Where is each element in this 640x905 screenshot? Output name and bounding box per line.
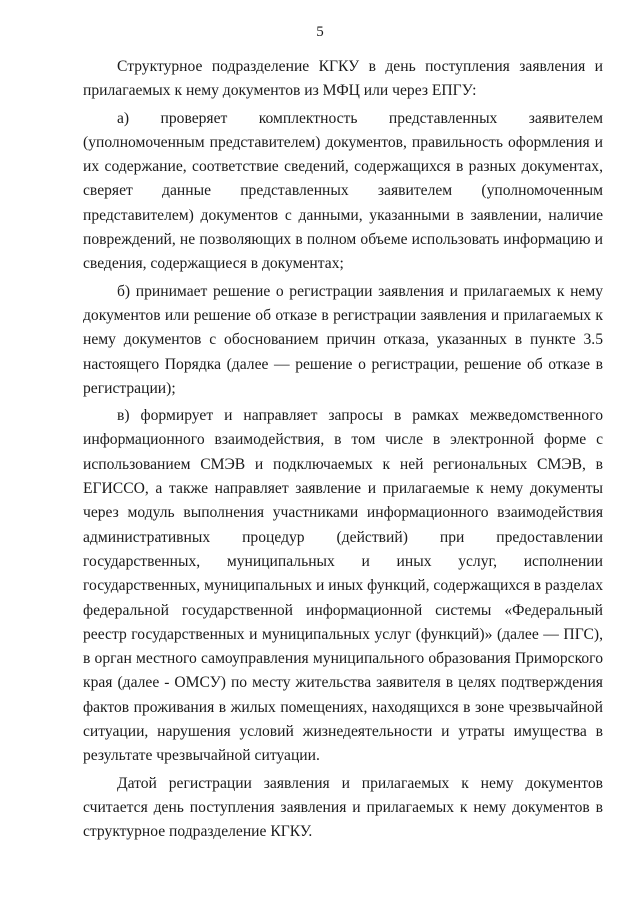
paragraph-registration-date: Датой регистрации заявления и прилагаемых к нему документов считается день поступления заявления и прилагаемых к нему документов в структурное подразделение КГКУ. xyxy=(83,774,603,841)
document-body xyxy=(83,55,603,845)
paragraph-item-b: б) принимает решение о регистрации заявления и прилагаемых к нему документов или решение об отказе в регистрации заявления и прилагаемых к нему документов с обоснованием причин отказа, указанных в пункте 3.5 настоящего Порядка (далее — решение о регистрации, решение об отказе в регистрации); xyxy=(83,282,603,397)
paragraph-item-v: в) формирует и направляет запросы в рамках межведомственного информационного взаимодействия, в том числе в электронной форме с использованием СМЭВ и подключаемых к ней региональных СМЭВ, в ЕГИССО, а также направляет заявление и прилагаемые к нему документы через модуль выполнения участниками информационного взаимодействия административных процедур (действий) при предоставлении государственных, муниципальных и иных услуг, исполнении государственных, муниципальных и иных функций, содержащихся в разделах федеральной государственной информационной системы «Федеральный реестр государственных и муниципальных услуг (функций)» (далее — ПГС), в орган местного самоуправления муниципального образования Приморского края (далее - ОМСУ) по месту жительства заявителя в целях подтверждения фактов проживания в жилых помещениях, находящихся в зоне чрезвычайной ситуации, нарушения условий жизнедеятельности и утраты имущества в результате чрезвычайной ситуации. xyxy=(83,407,603,765)
paragraph-item-a: а) проверяет комплектность представленных заявителем (уполномоченным представителем) документов, правильность оформления и их содержание, соответствие сведений, содержащихся в разных документах, сверяет данные представленных заявителем (уполномоченным представителем) документов с данными, указанными в заявлении, наличие повреждений, не позволяющих в полном объеме использовать информацию и сведения, содержащиеся в документах; xyxy=(83,109,603,273)
page-number: 5 xyxy=(316,24,324,40)
paragraph-intro: Структурное подразделение КГКУ в день поступления заявления и прилагаемых к нему документов из МФЦ или через ЕПГУ: xyxy=(83,58,603,100)
